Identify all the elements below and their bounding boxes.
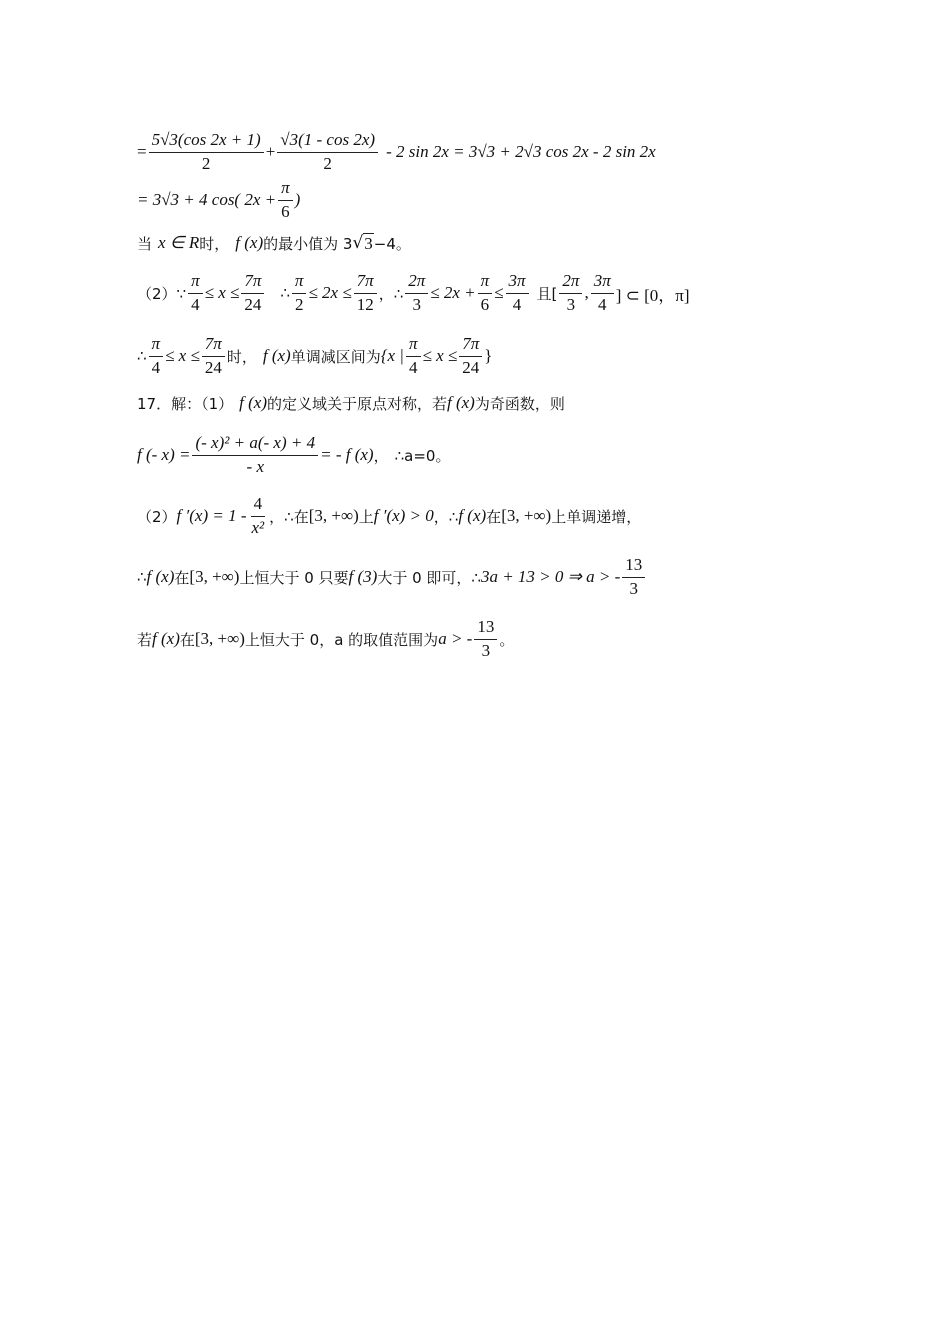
line-9-condition: ∴ f (x) 在 [3, +∞) 上恒大于 0 只要 f (3) 大于 0 即可，∴ 3a + 13 > 0 ⇒ a > - $\frac{13}{3}$ xyxy=(137,547,647,607)
fraction-1: $\frac{5√3(\cos 2x + 1)}{2}$ xyxy=(149,131,264,173)
line-4-part-2: （2）∵ $\frac{\pi}{4}$ ≤ x ≤ $\frac{7\pi}{24}$ ∴ $\frac{\pi}{2}$ ≤ 2x ≤ $\frac{7\pi}{12}$ ，∴ $\frac{2\pi}{3}$ ≤ 2x + $\frac{\pi}{6}$ ≤ $\frac{3\pi}{4}$ 且[ $\frac{2\pi}{3}$ , $\frac{3\pi}{4}$ ] ⊂ [0，π] xyxy=(137,270,690,314)
s2-lead: = 3√3 + 4 cos( 2x + xyxy=(137,190,277,209)
line-10-conclusion: 若 f (x) 在 [3, +∞) 上恒大于 0，a 的取值范围为 a > - $\frac{13}{3}$ 。 xyxy=(137,616,515,660)
line-6-problem-17: 17．解：（1） f (x) 的定义域关于原点对称，若 f (x) 为奇函数，则 xyxy=(137,393,565,413)
s1-rest: - 2 sin 2x = 3√3 + 2√3 cos 2x - 2 sin 2x xyxy=(386,142,656,161)
s1-eq: = xyxy=(137,142,147,161)
fraction-pi-6: $\frac{\pi}{6}$ xyxy=(278,179,293,221)
fraction-odd: $\frac{\text{(- x)² + a(- x) + 4}}{- x}$ xyxy=(192,434,318,476)
line-3-minimum: 当 x ∈ R 时， f (x) 的最小值为 3 √ 3 −4。 xyxy=(137,232,411,253)
line-7-odd-function: f (- x) = $\frac{\text{(- x)² + a(- x) + 4}}{- x}$ = - f (x) ， ∴a=0。 xyxy=(137,432,451,476)
s2-close: ) xyxy=(294,190,301,209)
line-8-derivative: （2） f ′(x) = 1 - $\frac{4}{\text{x²}}$ ，∴在 [3, +∞) 上 f ′(x) > 0 ，∴ f (x) 在 [3, +∞) 上单调递增， xyxy=(137,493,642,537)
s1-plus: + xyxy=(265,142,276,161)
line-5-decreasing-interval: ∴ $\frac{\pi}{4}$ ≤ x ≤ $\frac{7\pi}{24}$ 时， f (x) 单调减区间为 {x | $\frac{\pi}{4}$ ≤ x ≤ $\frac{7\pi}{24}$ } xyxy=(137,333,493,377)
fraction-2: $\frac{√3(1 - \cos 2x)}{2}$ xyxy=(277,131,378,173)
sqrt-3: √ 3 xyxy=(352,232,373,253)
